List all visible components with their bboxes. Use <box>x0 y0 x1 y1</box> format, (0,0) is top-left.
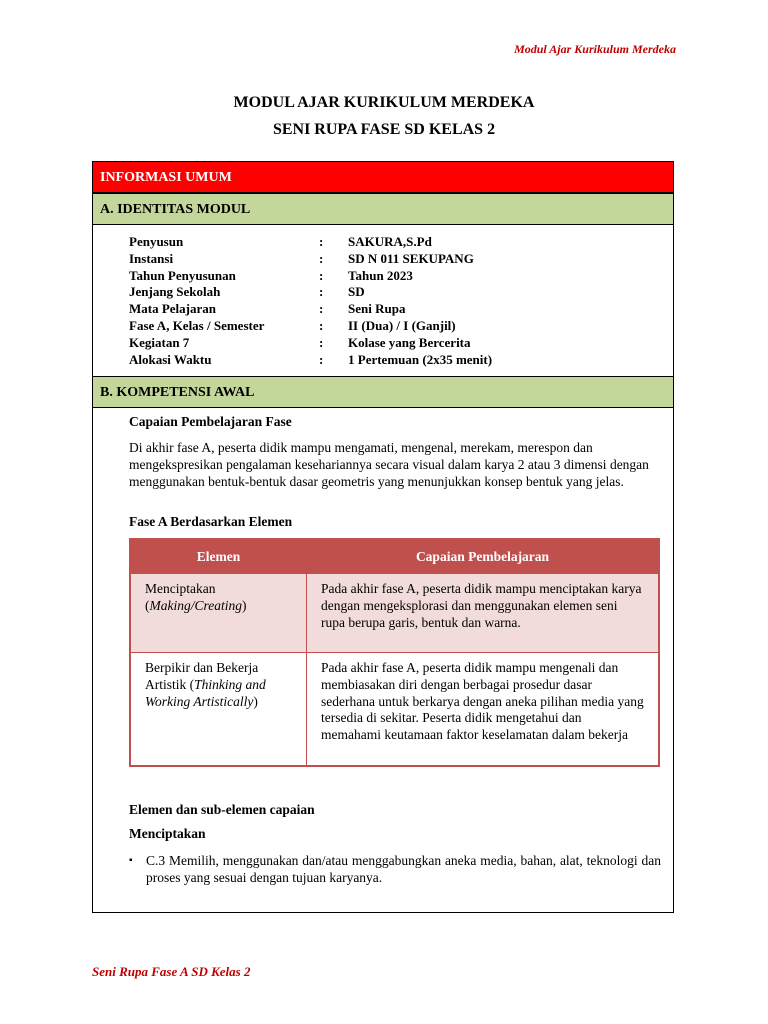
identity-key: Alokasi Waktu <box>129 351 212 367</box>
bullet-square-icon: ▪ <box>129 855 133 866</box>
menciptakan-heading: Menciptakan <box>129 826 206 841</box>
capaian-table <box>129 538 660 767</box>
module-box <box>92 161 674 913</box>
header-note: Modul Ajar Kurikulum Merdeka <box>514 42 676 56</box>
document-title: MODUL AJAR KURIKULUM MERDEKA <box>233 94 535 111</box>
identity-sep: : <box>319 284 324 300</box>
table-cell-elemen: Menciptakan (Making/Creating) <box>130 574 307 653</box>
capaian-paragraph: Di akhir fase A, peserta didik mampu mengamati, mengenal, merekam, merespon dan mengekspresikan pengalaman kesehariannya secara visual dalam karya 2 atau 3 dimensi dengan menggunakan bentuk-bentuk dasar geometris yang menunjukkan konsep bentuk yang jelas. <box>129 440 649 489</box>
identity-sep: : <box>319 234 324 249</box>
identity-key: Instansi <box>129 250 174 266</box>
bullet-text: C.3 Memilih, menggunakan dan/atau menggabungkan aneka media, bahan, alat, teknologi dan proses yang sesuai dengan tujuan karyanya. <box>146 853 661 885</box>
identity-value: SAKURA,S.Pd <box>348 234 432 249</box>
table-header-elemen: Elemen <box>130 539 307 574</box>
subelemen-heading: Elemen dan sub-elemen capaian <box>129 802 315 817</box>
table-cell-elemen: Berpikir dan Bekerja Artistik (Thinking and Working Artistically) <box>130 653 307 767</box>
table-cell-capaian: Pada akhir fase A, peserta didik mampu menciptakan karya dengan mengeksplorasi dan menggunakan elemen seni rupa berupa garis, bentuk dan warna. <box>307 574 660 653</box>
capaian-heading: Capaian Pembelajaran Fase <box>129 414 292 429</box>
footer-note: Seni Rupa Fase A SD Kelas 2 <box>92 964 251 979</box>
elemen-name: Berpikir dan Bekerja Artistik <box>145 660 259 692</box>
identity-key: Jenjang Sekolah <box>129 284 221 300</box>
identity-value: Seni Rupa <box>348 301 406 317</box>
fase-heading: Fase A Berdasarkan Elemen <box>129 514 293 529</box>
informasi-umum-bar: INFORMASI UMUM <box>93 162 673 193</box>
document-subtitle: SENI RUPA FASE SD KELAS 2 <box>272 121 496 138</box>
elemen-name: Menciptakan <box>145 581 216 596</box>
identity-sep: : <box>319 250 324 266</box>
section-b-heading: B. KOMPETENSI AWAL <box>93 376 673 408</box>
identity-key: Fase A, Kelas / Semester <box>129 317 265 333</box>
identity-sep: : <box>319 317 324 333</box>
identity-value: 1 Pertemuan (2x35 menit) <box>348 351 493 367</box>
identity-key: Kegiatan 7 <box>129 334 190 350</box>
identity-value: Kolase yang Bercerita <box>348 334 471 350</box>
identity-sep: : <box>319 267 324 283</box>
identity-key: Tahun Penyusunan <box>129 267 236 283</box>
table-row <box>130 653 659 767</box>
identity-value: Tahun 2023 <box>348 267 413 283</box>
table-row <box>130 574 659 653</box>
identity-key: Penyusun <box>129 234 184 249</box>
identity-key: Mata Pelajaran <box>129 301 217 317</box>
identity-value: SD <box>348 284 365 300</box>
identity-value: II (Dua) / I (Ganjil) <box>348 317 456 333</box>
elemen-name-italic: Thinking and Working Artistically <box>145 676 266 709</box>
table-header-capaian: Capaian Pembelajaran <box>307 539 660 574</box>
identity-value: SD N 011 SEKUPANG <box>348 250 474 266</box>
table-cell-capaian: Pada akhir fase A, peserta didik mampu mengenali dan membiasakan diri dengan berbagai prosedur dasar sederhana untuk berkarya dengan aneka pilihan media yang tersedia di sekitar. Peserta didik mengetahui dan memahami keutamaan faktor keselamatan dalam bekerja <box>307 653 660 767</box>
section-a-heading: A. IDENTITAS MODUL <box>93 193 673 225</box>
identity-sep: : <box>319 334 324 350</box>
elemen-name-italic: Making/Creating <box>149 597 242 613</box>
table-header-row <box>130 539 659 574</box>
identity-sep: : <box>319 351 324 367</box>
identity-sep: : <box>319 301 324 317</box>
list-item <box>129 852 661 886</box>
